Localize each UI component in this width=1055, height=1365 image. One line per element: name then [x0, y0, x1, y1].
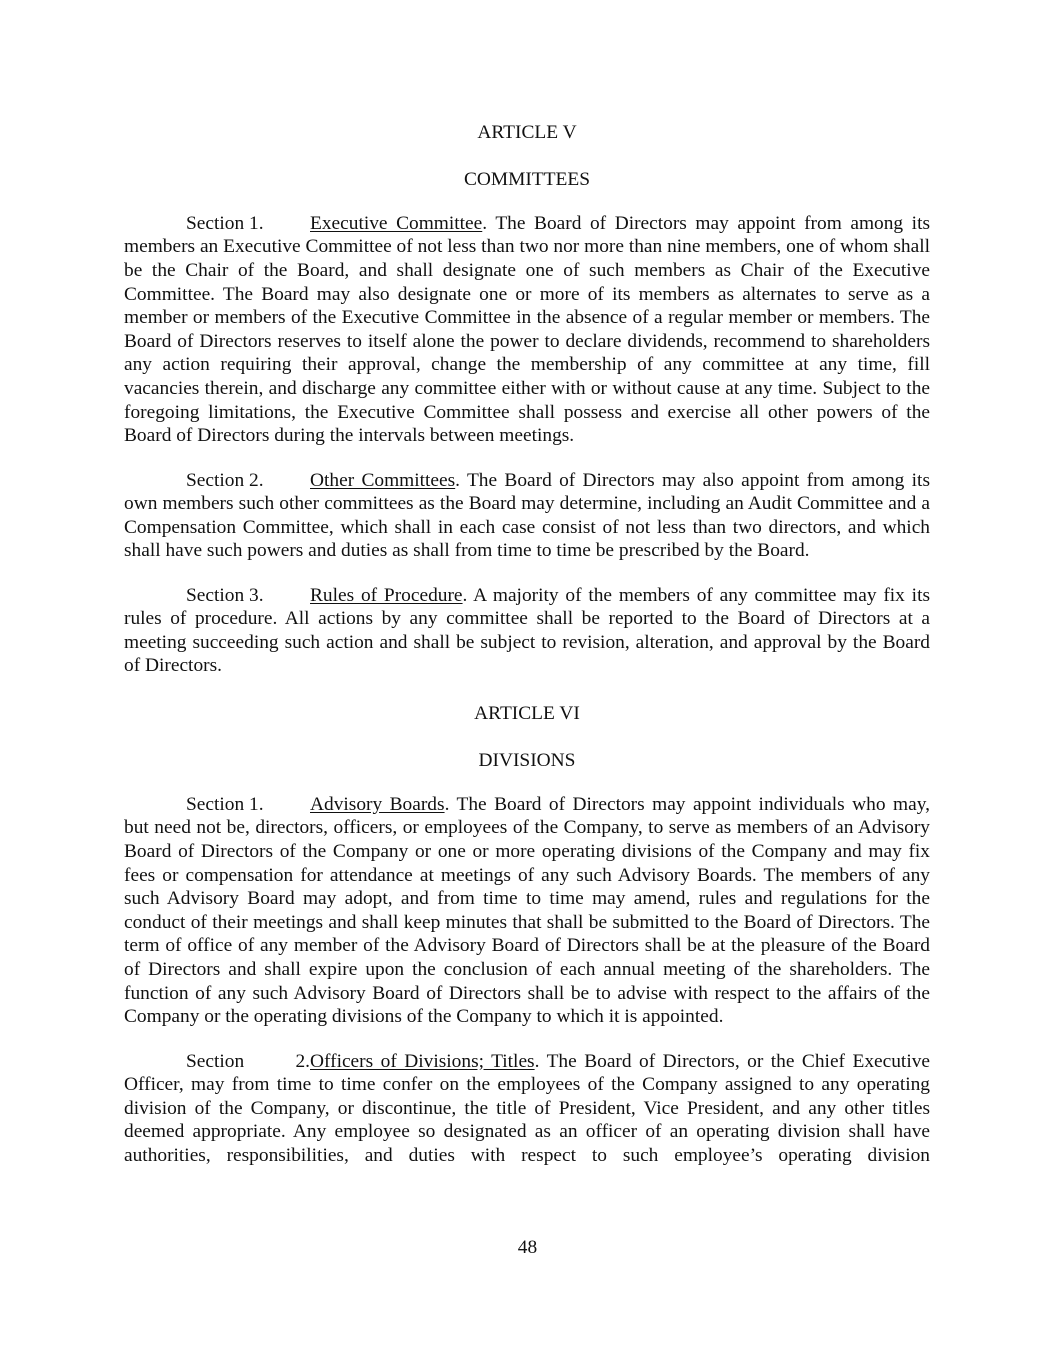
section-title: Advisory Boards [310, 793, 445, 815]
article-vi-section-2 [124, 1050, 930, 1168]
section-body: . The Board of Directors may appoint individuals who may, but need not be, directors, officers, or employees of the Company, to serve as members of an Advisory Board of Directors of the Company or one or more operating divisions of the Company and may fix fees or compensation for attendance at meetings of any such Advisory Boards. The members of any such Advisory Board may adopt, and from time to time may amend, rules and regulations for the conduct of their meetings and shall keep minutes that shall be submitted to the Board of Directors. The term of office of any member of the Advisory Board of Directors shall be at the pleasure of the Board of Directors and shall expire upon the conclusion of each annual meeting of the shareholders. The function of any such Advisory Board of Directors shall be to advise with respect to the affairs of the Company or the operating divisions of the Company to which it is appointed. [124, 793, 930, 1028]
article-v-section-3 [124, 584, 930, 678]
article-vi-title: DIVISIONS [478, 750, 576, 772]
page-number: 48 [517, 1237, 538, 1258]
section-number: Section 1. [186, 793, 264, 815]
section-title: Rules of Procedure [310, 584, 463, 606]
section-number: Section 1. [186, 212, 264, 234]
section-number: Section 2. [186, 1050, 310, 1072]
article-v-heading: ARTICLE V [477, 122, 577, 143]
article-v-title: COMMITTEES [463, 169, 591, 191]
section-number: Section 3. [186, 584, 264, 606]
article-v-section-1 [124, 212, 930, 448]
section-body: . The Board of Directors, or the Chief Executive Officer, may from time to time confer on the employees of the Company assigned to any operating division of the Company, or discontinue, the title of President, Vice President, and any other titles deemed appropriate. Any employee so designated as an officer of an operating division shall have authorities, responsibilities, and duties with respect to such employee’s operating division [124, 1050, 931, 1166]
section-number: Section 2. [186, 469, 264, 491]
article-vi-section-1 [124, 793, 930, 1029]
document-page [124, 121, 930, 1168]
article-vi-heading: ARTICLE VI [474, 703, 580, 725]
section-title: Officers of Divisions; Titles [310, 1050, 535, 1072]
section-body: . The Board of Directors may also appoint from among its own members such other committees as the Board may determine, including an Audit Committee and a Compensation Committee, which shall in each case consist of not less than two directors, and which shall have such powers and duties as shall from time to time be prescribed by the Board. [124, 469, 930, 562]
section-title: Other Committees [310, 469, 456, 491]
article-v-section-2 [124, 469, 930, 563]
section-body: . A majority of the members of any committee may fix its rules of procedure. All actions by any committee shall be reported to the Board of Directors at a meeting succeeding such action and shall be subject to revision, alteration, and approval by the Board of Directors. [124, 584, 930, 677]
section-title: Executive Committee [310, 212, 483, 234]
section-body: . The Board of Directors may appoint from among its members an Executive Committee of not less than two nor more than nine members, one of whom shall be the Chair of the Board, and shall designate one of such members as Chair of the Executive Committee. The Board may also designate one or more of its members as alternates to serve as a member or members of the Executive Committee in the absence of a regular member or members. The Board of Directors reserves to itself alone the power to declare dividends, recommend to shareholders any action requiring their approval, change the membership of any committee at any time, fill vacancies therein, and discharge any committee either with or without cause at any time. Subject to the foregoing limitations, the Executive Committee shall possess and exercise all other powers of the Board of Directors during the intervals between meetings. [124, 212, 931, 447]
